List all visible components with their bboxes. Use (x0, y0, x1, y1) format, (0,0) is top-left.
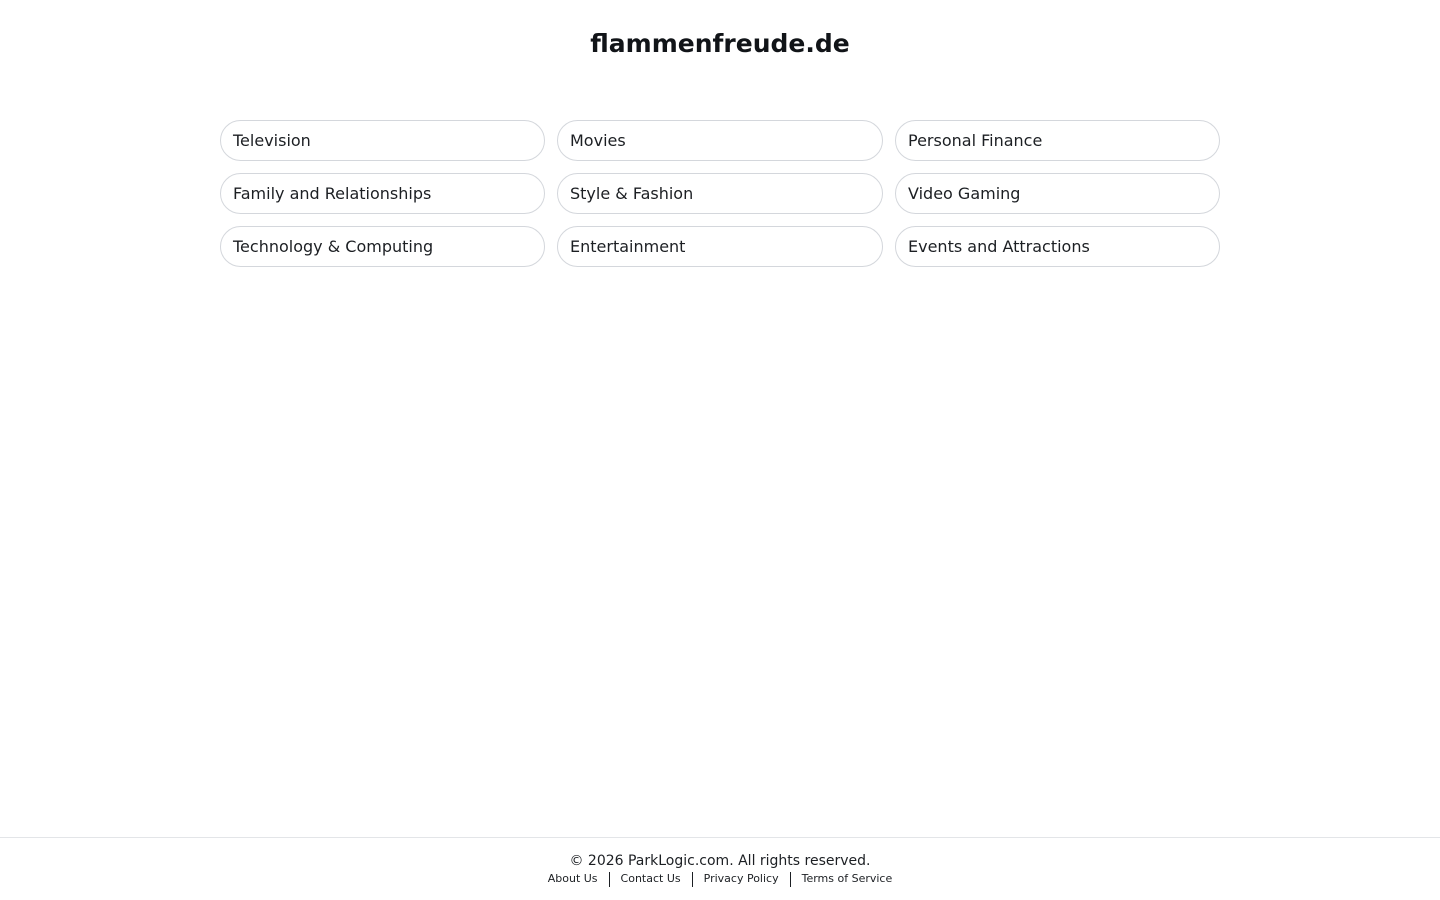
category-link-technology-computing[interactable]: Technology & Computing (220, 226, 545, 267)
footer-divider (609, 872, 610, 887)
category-link-style-fashion[interactable]: Style & Fashion (557, 173, 883, 214)
category-link-events-and-attractions[interactable]: Events and Attractions (895, 226, 1220, 267)
terms-of-service-link[interactable]: Terms of Service (801, 872, 893, 885)
footer (0, 837, 1440, 900)
privacy-policy-link[interactable]: Privacy Policy (703, 872, 779, 885)
category-link-movies[interactable]: Movies (557, 120, 883, 161)
category-link-television[interactable]: Television (220, 120, 545, 161)
footer-divider (692, 872, 693, 887)
contact-us-link[interactable]: Contact Us (620, 872, 681, 885)
copyright-text: © 2026 ParkLogic.com. All rights reserved. (569, 853, 871, 869)
category-grid (220, 120, 1220, 267)
category-link-video-gaming[interactable]: Video Gaming (895, 173, 1220, 214)
category-link-family-and-relationships[interactable]: Family and Relationships (220, 173, 545, 214)
footer-links (0, 871, 1440, 887)
category-link-personal-finance[interactable]: Personal Finance (895, 120, 1220, 161)
category-link-entertainment[interactable]: Entertainment (557, 226, 883, 267)
site-title: flammenfreude.de (590, 29, 850, 58)
about-us-link[interactable]: About Us (547, 872, 598, 885)
footer-divider (790, 872, 791, 887)
